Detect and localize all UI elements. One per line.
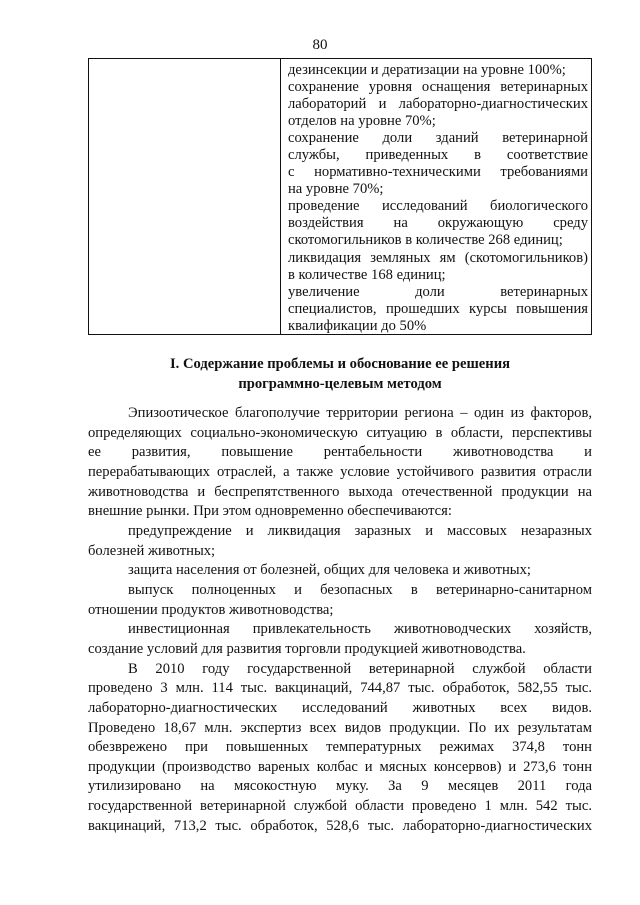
paragraph-line: лабораторно-диагностических исследований животных всех видов. — [88, 699, 592, 716]
table-text-line: ликвидация земляных ям (скотомогильников) — [288, 249, 588, 266]
table-text-line: сохранение уровня оснащения ветеринарных — [288, 79, 588, 96]
table-text-line: на уровне 70%; — [288, 181, 384, 198]
paragraph-line: отношении продуктов животноводства; — [88, 601, 334, 618]
paragraph-line: вакцинаций, 713,2 тыс. обработок, 528,6 тыс. лабораторно-диагностических — [88, 817, 592, 834]
section-heading-line: программно-целевым методом — [238, 376, 442, 392]
paragraph-line: инвестиционная привлекательность животноводческих хозяйств, — [128, 621, 592, 638]
paragraph-line: ее развития, повышение рентабельности животноводства и — [88, 444, 592, 461]
page-number: 80 — [312, 37, 328, 53]
paragraph-line: создание условий для развития торговли продукцией животноводства. — [88, 640, 526, 657]
table-text-line: в количестве 168 единиц; — [288, 266, 446, 283]
paragraph-line: Проведено 18,67 млн. экспертиз всех видов продукции. По их результатам — [88, 719, 592, 736]
table-text-line: воздействия на окружающую среду — [288, 215, 588, 232]
paragraph-line: выпуск полноценных и безопасных в ветеринарно-санитарном — [128, 581, 592, 598]
table-text-line: службы, приведенных в соответствие — [288, 147, 588, 164]
table-text-line: скотомогильников в количестве 268 единиц; — [288, 232, 563, 249]
paragraph-line: определяющих социально-экономическую ситуацию в области, перспективы — [88, 424, 592, 441]
paragraph-line: животноводства и беспрепятственного выхода отечественной продукции на — [88, 483, 592, 500]
table-text-line: отделов на уровне 70%; — [288, 113, 436, 130]
table-text-line: квалификации до 50% — [288, 317, 427, 334]
table-column-divider — [280, 59, 281, 334]
paragraph-line: государственной ветеринарной службой области проведено 1 млн. 542 тыс. — [88, 798, 592, 815]
table-left-cell — [89, 59, 280, 334]
body-text — [88, 404, 592, 836]
section-heading — [88, 354, 592, 394]
paragraph-line: внешние рынки. При этом одновременно обеспечиваются: — [88, 503, 452, 520]
section-heading-line: I. Содержание проблемы и обоснование ее решения — [170, 356, 510, 372]
paragraph-line: болезней животных; — [88, 542, 216, 559]
table-text-line: с нормативно-техническими требованиями — [288, 164, 588, 181]
table-text-line: специалистов, прошедших курсы повышения — [288, 300, 588, 317]
table-text-line: дезинсекции и дератизации на уровне 100%; — [288, 62, 566, 78]
indicators-table — [88, 58, 592, 335]
table-right-cell — [288, 62, 588, 335]
paragraph-line: защита населения от болезней, общих для человека и животных; — [128, 562, 531, 579]
table-text-line: увеличение доли ветеринарных — [288, 283, 588, 300]
paragraph-line: В 2010 году государственной ветеринарной службой области — [128, 660, 592, 677]
table-text-line: проведение исследований биологического — [288, 198, 588, 215]
paragraph-line: перерабатывающих отраслей, а также условие устойчивого развития отрасли — [88, 463, 592, 480]
table-text-line: лабораторий и лабораторно-диагностических — [288, 96, 588, 113]
paragraph-line: продукции (производство вареных колбас и мясных консервов) и 273,6 тонн — [88, 758, 592, 775]
paragraph-line: предупреждение и ликвидация заразных и массовых незаразных — [128, 522, 592, 539]
paragraph-line: обезврежено при повышенных температурных режимах 374,8 тонн — [88, 739, 592, 756]
paragraph-line: Эпизоотическое благополучие территории региона – один из факторов, — [128, 405, 592, 421]
table-text-line: сохранение доли зданий ветеринарной — [288, 130, 588, 147]
paragraph-line: утилизировано на мясокостную муку. За 9 месяцев 2011 года — [88, 778, 592, 795]
paragraph-line: проведено 3 млн. 114 тыс. вакцинаций, 744,87 тыс. обработок, 582,55 тыс. — [88, 680, 592, 697]
